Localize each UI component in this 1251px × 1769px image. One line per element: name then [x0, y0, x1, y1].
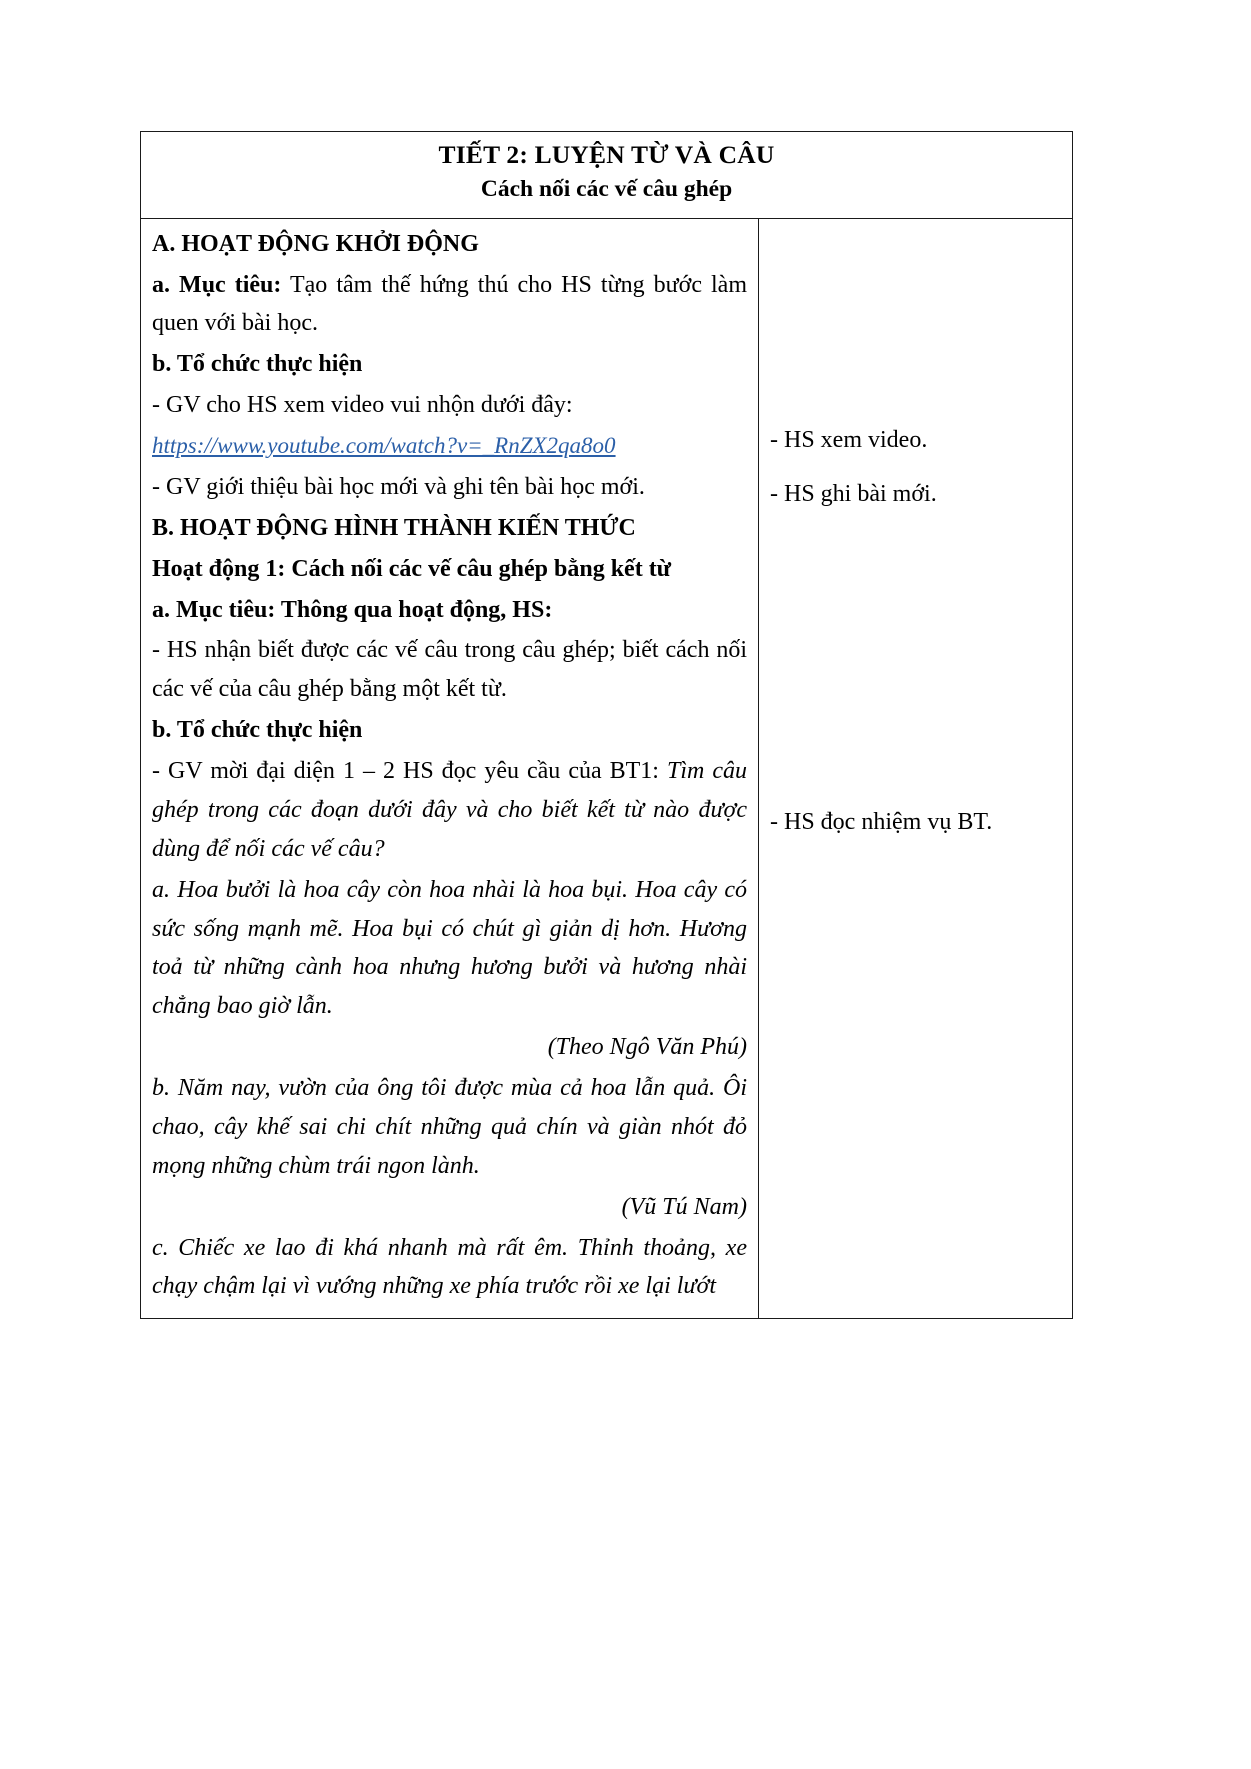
student-activity-cell	[759, 218, 1073, 1319]
section-a-step-2: - GV giới thiệu bài học mới và ghi tên bài học mới.	[152, 473, 645, 500]
objective-label: a. Mục tiêu:	[152, 271, 282, 298]
passage-b-source: (Vũ Tú Nam)	[621, 1193, 747, 1220]
objective-text: Tạo tâm thế hứng thú cho HS từng bước làm quen với bài học.	[152, 271, 747, 337]
table-row-content	[141, 218, 1073, 1319]
table-row-header	[141, 132, 1073, 219]
passage-a: a. Hoa bưởi là hoa cây còn hoa nhài là hoa bụi. Hoa cây có sức sống mạnh mẽ. Hoa bụi có chút gì giản dị hơn. Hương toả từ những cành hoa nhưng hương bưởi và hương nhài chẳng bao giờ lẫn.	[152, 876, 747, 1020]
document-header-cell	[141, 132, 1073, 219]
page-title: TIẾT 2: LUYỆN TỪ VÀ CÂU	[438, 140, 775, 169]
spacer-1	[770, 459, 1061, 475]
passage-b: b. Năm nay, vườn của ông tôi được mùa cả hoa lẫn quả. Ôi chao, cây khế sai chi chít những quả chín và giàn nhót đỏ mọng những chùm trái ngon lành.	[152, 1075, 747, 1179]
task-question-text: Tìm câu ghép trong các đoạn dưới đây và cho biết kết từ nào được dùng để nối các vế câu?	[152, 758, 747, 862]
student-note-watch-video: - HS xem video.	[770, 426, 928, 453]
passage-a-source: (Theo Ngô Văn Phú)	[547, 1034, 747, 1061]
section-b-heading: B. HOẠT ĐỘNG HÌNH THÀNH KIẾN THỨC	[152, 514, 636, 541]
student-note-read-task: - HS đọc nhiệm vụ BT.	[770, 809, 993, 836]
section-a-objective	[152, 266, 747, 344]
student-note-write-lesson: - HS ghi bài mới.	[770, 481, 937, 508]
activity-1-objective-text: - HS nhận biết được các vế câu trong câu ghép; biết cách nối các vế của câu ghép bằng một kết từ.	[152, 637, 747, 703]
activity-1-task-intro	[152, 752, 747, 869]
section-a-step-1: - GV cho HS xem video vui nhộn dưới đây:	[152, 392, 573, 419]
activity-1-title: Hoạt động 1: Cách nối các vế câu ghép bằng kết từ	[152, 555, 672, 582]
section-a-heading: A. HOẠT ĐỘNG KHỞI ĐỘNG	[152, 230, 479, 257]
activity-1-objective-label: a. Mục tiêu: Thông qua hoạt động, HS:	[152, 596, 553, 623]
passage-c: c. Chiếc xe lao đi khá nhanh mà rất êm. Thỉnh thoảng, xe chạy chậm lại vì vướng những xe phía trước rồi xe lại lướt	[152, 1234, 747, 1300]
youtube-video-link[interactable]: https://www.youtube.com/watch?v=_RnZX2qa8o0	[152, 433, 616, 459]
activity-1-organization-label: b. Tổ chức thực hiện	[152, 717, 363, 744]
video-link-paragraph	[152, 427, 747, 466]
teacher-activity-cell	[141, 218, 759, 1319]
task-intro-text: - GV mời đại diện 1 – 2 HS đọc yêu cầu của BT1:	[152, 758, 667, 785]
lesson-plan-table	[140, 131, 1073, 1319]
page-subtitle: Cách nối các vế câu ghép	[480, 176, 733, 203]
section-a-organization-label: b. Tổ chức thực hiện	[152, 351, 363, 378]
